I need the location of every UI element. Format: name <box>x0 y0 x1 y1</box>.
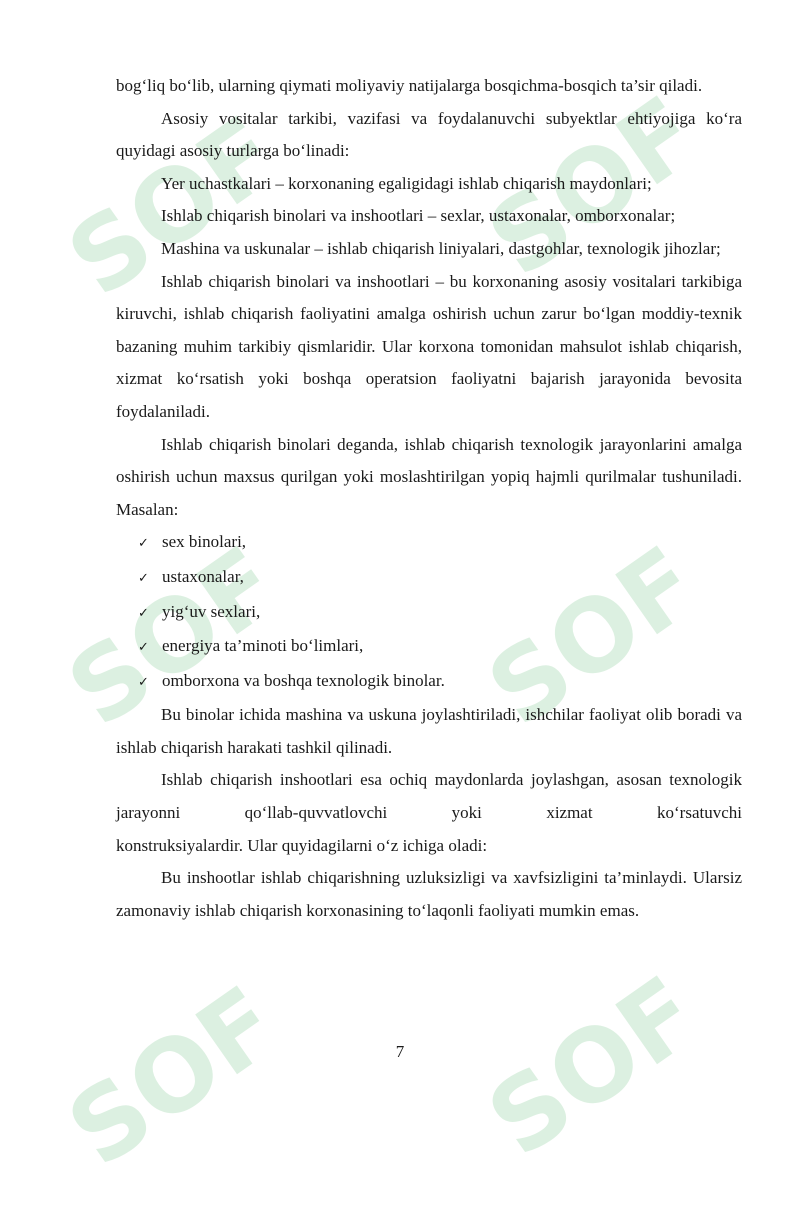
checkmark-icon: ✓ <box>138 640 149 656</box>
paragraph: Mashina va uskunalar – ishlab chiqarish liniyalari, dastgohlar, texnologik jihozlar; <box>161 238 721 258</box>
svg-text:SOFF: SOFF <box>467 937 733 1180</box>
svg-text:SOFF: SOFF <box>467 507 733 750</box>
paragraph: Bu binolar ichida mashina va uskuna joylashtiriladi, ishchilar faoliyat olib boradi va ishlab chiqarish harakati tashkil qilinadi. <box>116 705 742 757</box>
paragraph: Ishlab chiqarish binolari va inshootlari – sexlar, ustaxonalar, omborxonalar; <box>161 206 676 226</box>
paragraph: bog‘liq bo‘lib, ularning qiymati moliyaviy natijalarga bosqichma-bosqich ta’sir qiladi. <box>116 76 703 95</box>
check-list <box>116 526 742 699</box>
checkmark-icon: ✓ <box>138 536 149 552</box>
svg-text:SOFF: SOFF <box>47 947 313 1190</box>
list-item <box>116 526 742 561</box>
checkmark-icon: ✓ <box>138 570 149 586</box>
document-body <box>116 70 742 927</box>
list-item-text: omborxona va boshqa texnologik binolar. <box>162 670 445 690</box>
list-item <box>116 561 742 596</box>
paragraph: Bu inshootlar ishlab chiqarishning uzluksizligi va xavfsizligini ta’minlaydi. Ularsiz zamonaviy ishlab chiqarish korxonasining to‘laqonli faoliyati mumkin emas. <box>116 868 742 920</box>
list-item <box>116 630 742 665</box>
paragraph: Yer uchastkalari – korxonaning egaligidagi ishlab chiqarish maydonlari; <box>161 173 652 193</box>
list-item <box>116 596 742 631</box>
watermark-logo <box>458 938 732 1193</box>
paragraph: konstruksiyalardir. Ular quyidagilarni o‘z ichiga oladi: <box>116 835 488 855</box>
paragraph: Ishlab chiqarish inshootlari esa ochiq maydonlarda joylashgan, asosan texnologik jarayonni qo‘llab-quvvatlovchi yoki xizmat ko‘rsatuvchi <box>116 770 742 823</box>
svg-text:SOFF: SOFF <box>47 77 313 320</box>
list-item-text: ustaxonalar, <box>162 566 244 586</box>
list-item <box>116 665 742 700</box>
list-item-text: yig‘uv sexlari, <box>162 601 261 621</box>
checkmark-icon: ✓ <box>138 605 149 621</box>
svg-text:SOFF: SOFF <box>47 507 313 750</box>
page-number: 7 <box>395 1042 405 1061</box>
checkmark-icon: ✓ <box>138 674 149 690</box>
paragraph: Asosiy vositalar tarkibi, vazifasi va foydalanuvchi subyektlar ehtiyojiga ko‘ra quyidagi asosiy turlarga bo‘linadi: <box>116 108 742 161</box>
list-item-text: energiya ta’minoti bo‘limlari, <box>162 636 364 656</box>
paragraph: Ishlab chiqarish binolari deganda, ishlab chiqarish texnologik jarayonlarini amalga oshirish uchun maxsus qurilgan yoki moslashtirilgan yopiq hajmli qurilmalar tushuniladi. Masalan: <box>116 434 742 519</box>
watermark-logo <box>38 948 312 1203</box>
paragraph: Ishlab chiqarish binolari va inshootlari – bu korxonaning asosiy vositalari tarkibiga kiruvchi, ishlab chiqarish faoliyatini amalga oshirish uchun zarur bo‘lgan moddiy-texnik bazaning muhim tarkibiy qismlaridir. Ular korxona tomonidan mahsulot ishlab chiqarish, xizmat ko‘rsatish yoki boshqa operatsion faoliyatni bajarish jarayonida bevosita foydalaniladi. <box>116 271 742 421</box>
list-item-text: sex binolari, <box>162 532 247 552</box>
svg-text:SOFF: SOFF <box>467 57 733 300</box>
